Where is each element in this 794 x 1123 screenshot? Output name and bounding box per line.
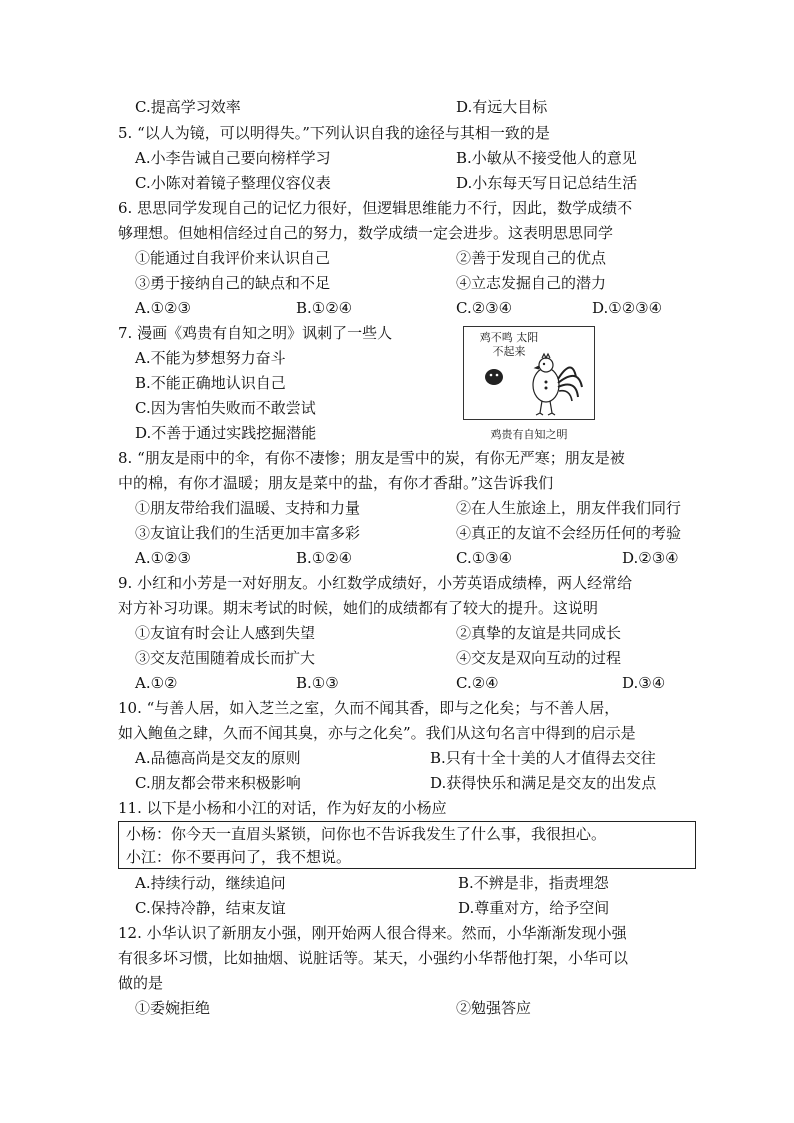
q7-stem: 7. 漫画《鸡贵有自知之明》讽刺了一些人 <box>118 324 393 342</box>
q10-option-d: D.获得快乐和满足是交友的出发点 <box>430 774 657 792</box>
q6-option-c: C.②③④ <box>456 299 513 317</box>
q5-option-c: C.小陈对着镜子整理仪容仪表 <box>135 174 331 192</box>
q8-option-b: B.①②④ <box>296 549 353 567</box>
q5-option-b: B.小敏从不接受他人的意见 <box>456 149 637 167</box>
q8-statement-2: ②在人生旅途上，朋友伴我们同行 <box>456 499 682 517</box>
q9-option-b: B.①③ <box>296 674 339 692</box>
q9-stem-line2: 对方补习功课。期末考试的时候，她们的成绩都有了较大的提升。这说明 <box>118 599 599 617</box>
q11-option-a: A.持续行动，继续追问 <box>135 874 286 892</box>
cartoon-caption: 鸡贵有自知之明 <box>490 428 568 441</box>
dialogue-xiaoyang: 小杨：你今天一直眉头紧锁，问你也不告诉我发生了什么事，我很担心。 <box>126 825 607 843</box>
dialogue-xiaojiang: 小江：你不要再问了，我不想说。 <box>126 848 352 866</box>
q10-option-c: C.朋友都会带来积极影响 <box>135 774 301 792</box>
q9-stem-line1: 9. 小红和小芳是一对好朋友。小红数学成绩好，小芳英语成绩棒，两人经常给 <box>118 574 633 592</box>
q7-option-b: B.不能正确地认识自己 <box>135 374 286 392</box>
cartoon-speech: 鸡不鸣 太阳不起来 <box>479 331 539 358</box>
q9-option-c: C.②④ <box>456 674 499 692</box>
q12-statement-2: ②勉强答应 <box>456 999 532 1017</box>
q12-stem-line3: 做的是 <box>118 974 164 992</box>
q5-option-a: A.小李告诫自己要向榜样学习 <box>135 149 331 167</box>
q7-option-c: C.因为害怕失败而不敢尝试 <box>135 399 316 417</box>
q10-stem-line1: 10. “与善人居，如入芝兰之室，久而不闻其香，即与之化矣；与不善人居， <box>118 699 620 717</box>
q6-statement-2: ②善于发现自己的优点 <box>456 249 607 267</box>
q12-stem-line2: 有很多坏习惯，比如抽烟、说脏话等。某天，小强约小华帮他打架，小华可以 <box>118 949 629 967</box>
q12-statement-1: ①委婉拒绝 <box>135 999 211 1017</box>
q5-stem: 5. “以人为镜，可以明得失。”下列认识自我的途径与其相一致的是 <box>118 124 550 142</box>
q4-option-d: D.有远大目标 <box>456 98 548 116</box>
q7-option-a: A.不能为梦想努力奋斗 <box>135 349 286 367</box>
q8-statement-3: ③友谊让我们的生活更加丰富多彩 <box>135 524 361 542</box>
q8-stem-line1: 8. “朋友是雨中的伞，有你不凄惨；朋友是雪中的炭，有你无严寒；朋友是被 <box>118 449 625 467</box>
rooster-body <box>533 368 559 402</box>
q6-statement-1: ①能通过自我评价来认识自己 <box>135 249 331 267</box>
q6-statement-4: ④立志发掘自己的潜力 <box>456 274 607 292</box>
q6-stem-line2: 够理想。但她相信经过自己的努力，数学成绩一定会进步。这表明思思同学 <box>118 224 614 242</box>
q9-statement-3: ③交友范围随着成长而扩大 <box>135 649 316 667</box>
q6-stem-line1: 6. 思思同学发现自己的记忆力很好，但逻辑思维能力不行，因此，数学成绩不 <box>118 199 633 217</box>
q11-option-d: D.尊重对方，给予空间 <box>458 899 610 917</box>
q8-option-d: D.②③④ <box>622 549 679 567</box>
q6-statement-3: ③勇于接纳自己的缺点和不足 <box>135 274 331 292</box>
sun-shape <box>485 369 503 385</box>
q8-option-a: A.①②③ <box>135 549 191 567</box>
q4-option-c: C.提高学习效率 <box>135 98 241 116</box>
q10-option-a: A.品德高尚是交友的原则 <box>135 749 301 767</box>
q9-statement-4: ④交友是双向互动的过程 <box>456 649 622 667</box>
q6-option-a: A.①②③ <box>135 299 191 317</box>
q11-stem: 11. 以下是小杨和小江的对话，作为好友的小杨应 <box>118 799 447 817</box>
q9-option-d: D.③④ <box>622 674 666 692</box>
q8-stem-line2: 中的棉，有你才温暖；朋友是菜中的盐，有你才香甜。”这告诉我们 <box>118 474 554 492</box>
q6-option-d: D.①②③④ <box>592 299 663 317</box>
q8-statement-4: ④真正的友谊不会经历任何的考验 <box>456 524 682 542</box>
q5-option-d: D.小东每天写日记总结生活 <box>456 174 638 192</box>
q11-option-c: C.保持冷静，结束友谊 <box>135 899 286 917</box>
q12-stem-line1: 12. 小华认识了新朋友小强，刚开始两人很合得来。然而，小华渐渐发现小强 <box>118 924 627 942</box>
q9-option-a: A.①② <box>135 674 178 692</box>
q10-option-b: B.只有十全十美的人才值得去交往 <box>430 749 656 767</box>
q9-statement-1: ①友谊有时会让人感到失望 <box>135 624 316 642</box>
q9-statement-2: ②真挚的友谊是共同成长 <box>456 624 622 642</box>
q7-option-d: D.不善于通过实践挖掘潜能 <box>135 424 317 442</box>
q11-option-b: B.不辨是非，指责埋怨 <box>458 874 609 892</box>
q8-statement-1: ①朋友带给我们温暖、支持和力量 <box>135 499 361 517</box>
q10-stem-line2: 如入鲍鱼之肆，久而不闻其臭，亦与之化矣”。我们从这句名言中得到的启示是 <box>118 724 636 742</box>
q8-option-c: C.①③④ <box>456 549 513 567</box>
q6-option-b: B.①②④ <box>296 299 353 317</box>
